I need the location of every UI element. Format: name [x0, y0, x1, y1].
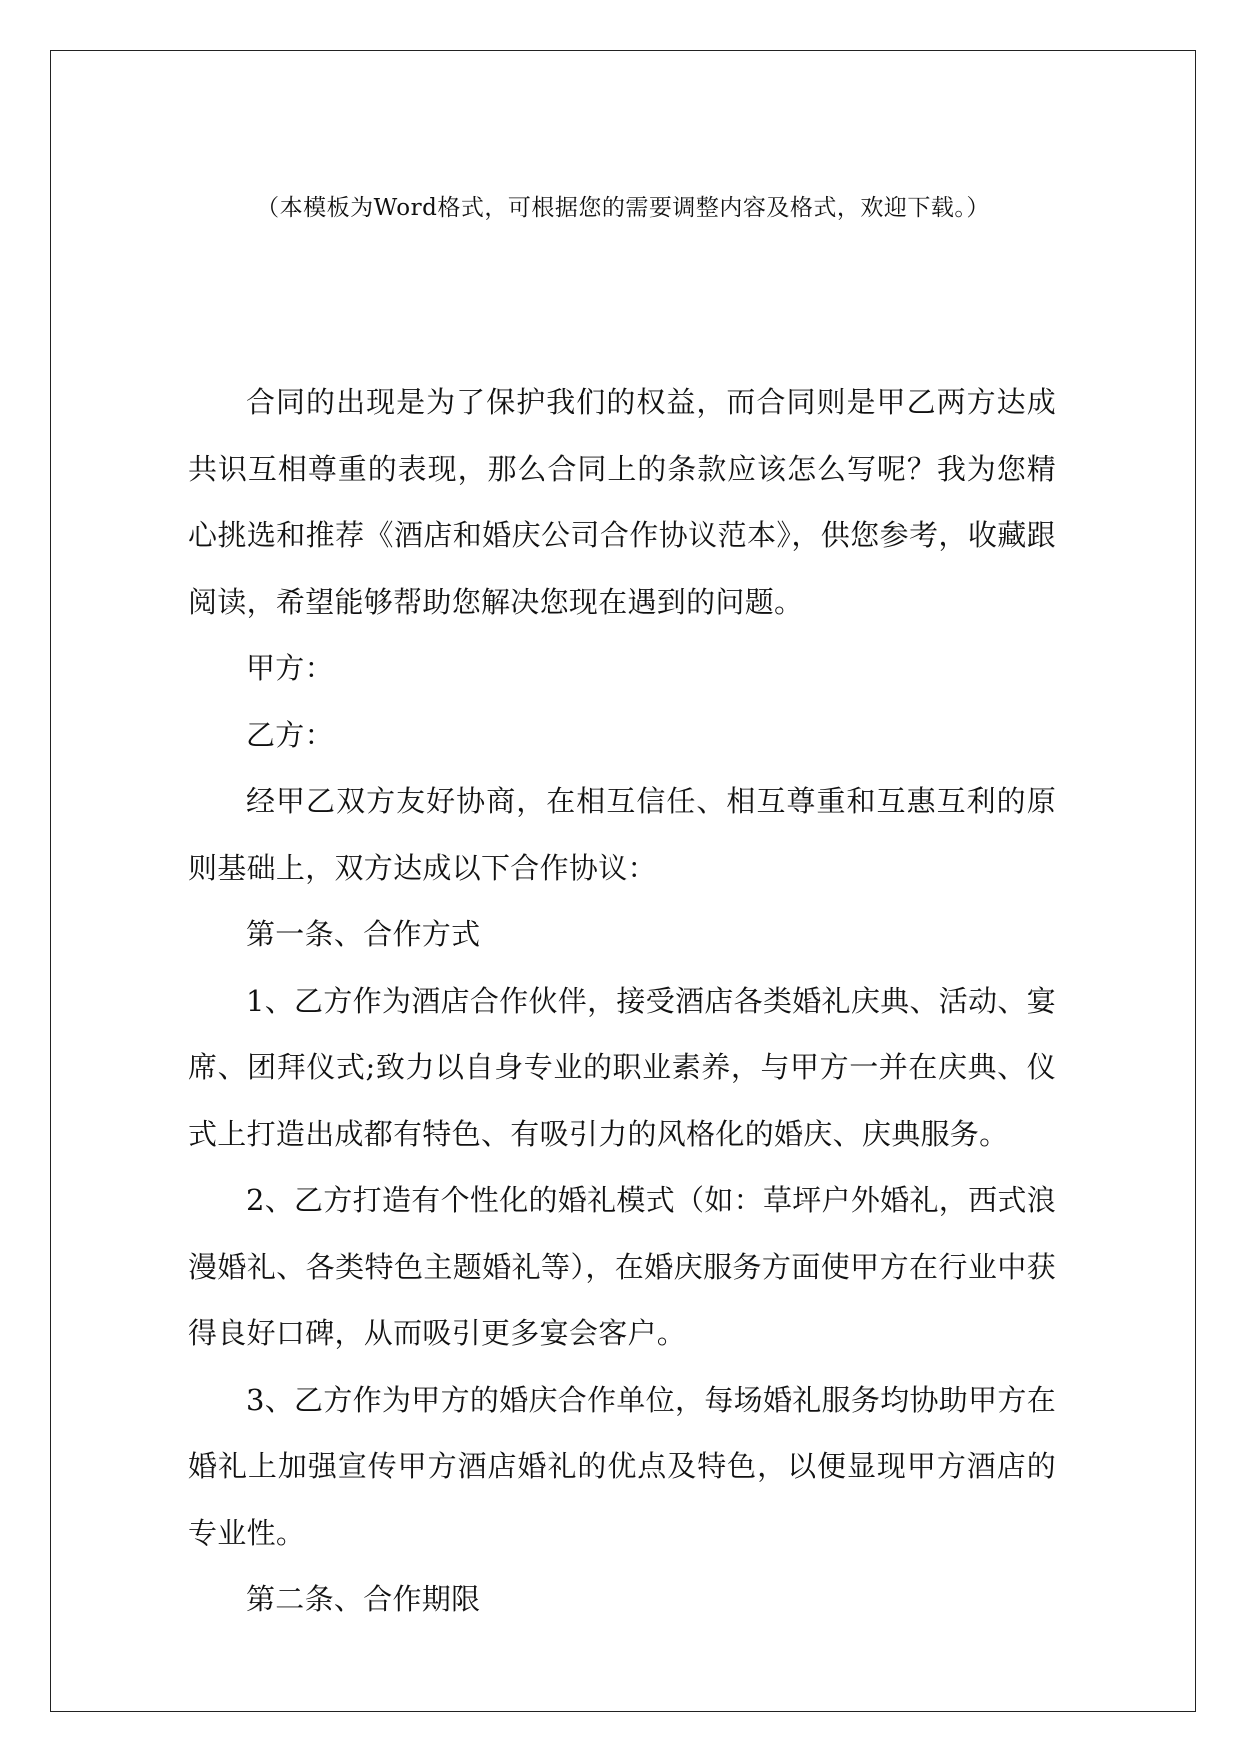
- preamble-paragraph: 经甲乙双方友好协商，在相互信任、相互尊重和互惠互利的原则基础上，双方达成以下合作协议：: [188, 784, 1056, 885]
- clause-1-1: 1、乙方作为酒店合作伙伴，接受酒店各类婚礼庆典、活动、宴席、团拜仪式;致力以自身专业的职业素养，与甲方一并在庆典、仪式上打造出成都有特色、有吸引力的风格化的婚庆、庆典服务。: [188, 983, 1056, 1151]
- clause-1-2: 2、乙方打造有个性化的婚礼模式（如：草坪户外婚礼，西式浪漫婚礼、各类特色主题婚礼等），在婚庆服务方面使甲方在行业中获得良好口碑，从而吸引更多宴会客户。: [188, 1183, 1056, 1350]
- intro-paragraph: 合同的出现是为了保护我们的权益，而合同则是甲乙两方达成共识互相尊重的表现，那么合同上的条款应该怎么写呢？我为您精心挑选和推荐《酒店和婚庆公司合作协议范本》，供您参考，收藏跟阅读，希望能够帮助您解决您现在遇到的问题。: [188, 385, 1056, 619]
- clause-1-3: 3、乙方作为甲方的婚庆合作单位，每场婚礼服务均协助甲方在婚礼上加强宣传甲方酒店婚礼的优点及特色，以便显现甲方酒店的专业性。: [188, 1382, 1056, 1550]
- template-notice: （本模板为Word格式，可根据您的需要调整内容及格式，欢迎下载。）: [256, 195, 990, 221]
- party-b-line: 乙方：: [246, 717, 334, 752]
- article-2-heading: 第二条、合作期限: [246, 1582, 481, 1616]
- document-body: [188, 369, 1056, 1633]
- article-1-heading: 第一条、合作方式: [246, 917, 481, 951]
- party-a-line: 甲方：: [246, 651, 334, 685]
